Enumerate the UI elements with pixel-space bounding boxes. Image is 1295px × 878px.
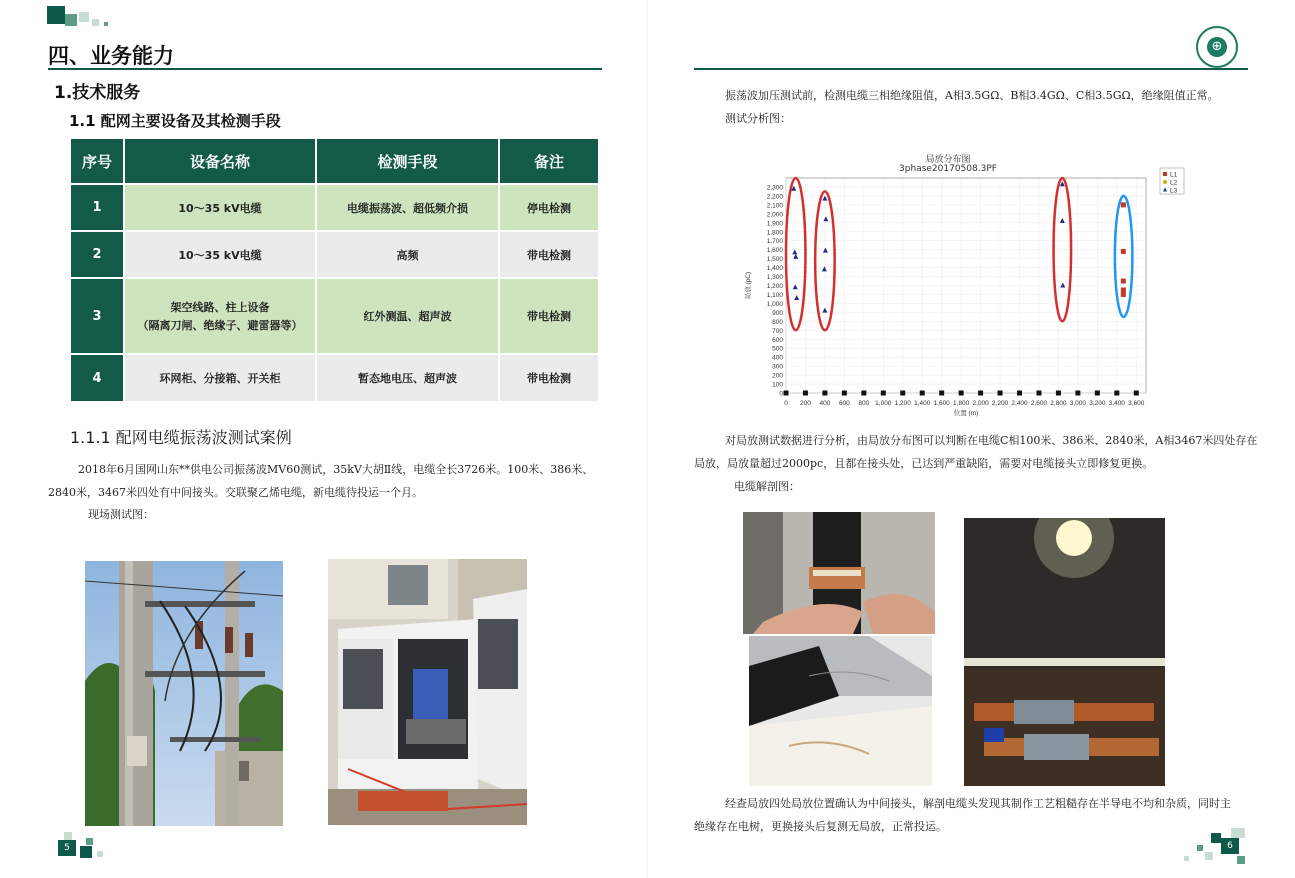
x-tick-label: 3,600 bbox=[1128, 400, 1145, 407]
y-tick-label: 0 bbox=[779, 390, 783, 398]
y-tick-label: 1,600 bbox=[766, 247, 783, 255]
case-paragraph-line2: 2840米，3467米四处有中间接头。交联聚乙烯电缆，新电缆待投运一个月。 bbox=[48, 486, 423, 499]
cell-name bbox=[125, 279, 315, 353]
cell-method: 高频 bbox=[317, 232, 498, 277]
cell-name-line1: 架空线路、柱上设备 bbox=[170, 301, 270, 314]
cell-name: 10～35 kV电缆 bbox=[125, 232, 315, 277]
x-axis-marker bbox=[978, 391, 983, 396]
legend-label: L2 bbox=[1170, 179, 1178, 187]
conclusion-paragraph-line2: 绝缘存在电树，更换接头后复测无局放，正常投运。 bbox=[694, 820, 947, 833]
y-tick-label: 400 bbox=[772, 354, 783, 362]
heading-tech-service: 1.技术服务 bbox=[54, 83, 141, 103]
x-axis-marker bbox=[822, 391, 827, 396]
decor-square bbox=[1205, 852, 1213, 860]
y-tick-label: 2,000 bbox=[766, 211, 783, 219]
cable-splice-photo bbox=[964, 518, 1165, 786]
utility-pole-photo bbox=[85, 561, 283, 826]
y-tick-label: 700 bbox=[772, 327, 783, 335]
cell-note: 带电检测 bbox=[500, 232, 598, 277]
col-header-note: 备注 bbox=[500, 139, 598, 183]
y-tick-label: 200 bbox=[772, 372, 783, 380]
data-point-l1 bbox=[1121, 249, 1126, 254]
table-row bbox=[71, 232, 598, 277]
cell-method: 电缆振荡波、超低频介损 bbox=[317, 185, 498, 230]
y-tick-label: 1,900 bbox=[766, 220, 783, 228]
x-tick-label: 3,000 bbox=[1069, 400, 1087, 407]
equipment-table bbox=[69, 137, 600, 403]
y-tick-label: 1,500 bbox=[766, 256, 783, 264]
x-tick-label: 3,400 bbox=[1108, 400, 1125, 407]
data-point-l1 bbox=[1121, 202, 1126, 207]
heading-case-study: 1.1.1 配网电缆振荡波测试案例 bbox=[70, 428, 292, 447]
x-axis-marker bbox=[1114, 391, 1119, 396]
y-tick-label: 600 bbox=[772, 336, 783, 344]
x-tick-label: 1,000 bbox=[875, 400, 892, 407]
cell-no: 4 bbox=[71, 355, 123, 401]
y-tick-label: 300 bbox=[772, 363, 783, 371]
y-tick-label: 1,100 bbox=[766, 291, 783, 299]
x-tick-label: 800 bbox=[858, 400, 870, 407]
y-tick-label: 2,200 bbox=[766, 193, 783, 201]
decor-square bbox=[1237, 856, 1245, 864]
analysis-label: 测试分析图： bbox=[725, 112, 791, 125]
x-axis-marker bbox=[1017, 391, 1022, 396]
x-axis-marker bbox=[803, 391, 808, 396]
cell-method: 暂态地电压、超声波 bbox=[317, 355, 498, 401]
cell-note: 带电检测 bbox=[500, 355, 598, 401]
table-row bbox=[71, 185, 598, 230]
cell-no: 1 bbox=[71, 185, 123, 230]
x-axis-marker bbox=[1036, 391, 1041, 396]
cell-no: 2 bbox=[71, 232, 123, 277]
x-axis-marker bbox=[784, 391, 789, 396]
y-tick-label: 1,400 bbox=[766, 265, 783, 273]
x-axis-title: 位置 (m) bbox=[953, 410, 979, 417]
cable-insulation-photo bbox=[749, 636, 932, 786]
left-page bbox=[0, 0, 646, 878]
x-tick-label: 3,200 bbox=[1089, 400, 1106, 407]
case-paragraph-line1: 2018年6月国网山东**供电公司振荡波MV60测试，35kV大胡Ⅱ线，电缆全长3726米。100米、386米、 bbox=[78, 463, 594, 476]
table-header-row bbox=[71, 139, 598, 183]
x-tick-label: 1,800 bbox=[952, 400, 970, 407]
pd-distribution-chart bbox=[738, 150, 1198, 420]
title-rule bbox=[48, 68, 602, 70]
right-page bbox=[648, 0, 1295, 878]
x-tick-label: 200 bbox=[800, 400, 811, 407]
decor-square bbox=[86, 838, 93, 845]
x-axis-marker bbox=[1095, 391, 1100, 396]
x-tick-label: 2,200 bbox=[991, 400, 1009, 407]
y-tick-label: 1,300 bbox=[766, 274, 783, 282]
x-axis-marker bbox=[900, 391, 905, 396]
decor-square bbox=[80, 846, 92, 858]
chart-subtitle: 3phase20170508.3PF bbox=[899, 164, 997, 174]
x-axis-marker bbox=[998, 391, 1003, 396]
page-number: 6 bbox=[1221, 838, 1239, 854]
y-tick-label: 1,800 bbox=[766, 229, 783, 237]
dissection-label: 电缆解剖图： bbox=[734, 480, 800, 493]
legend-label: L3 bbox=[1170, 187, 1178, 195]
decor-square bbox=[47, 6, 65, 24]
cell-name: 环网柜、分接箱、开关柜 bbox=[125, 355, 315, 401]
decor-square bbox=[79, 12, 89, 22]
x-axis-marker bbox=[1075, 391, 1080, 396]
x-tick-label: 1,600 bbox=[933, 400, 950, 407]
y-axis-title: 局放 (pC) bbox=[745, 271, 752, 300]
company-logo bbox=[1196, 26, 1238, 68]
decor-square bbox=[1184, 856, 1189, 861]
legend-marker bbox=[1163, 172, 1167, 176]
x-axis-marker bbox=[1134, 391, 1139, 396]
data-point-l1 bbox=[1121, 279, 1126, 284]
analysis-paragraph-line1: 对局放测试数据进行分析，由局放分布图可以判断在电缆C相100米、386米、2840米，A相3467米四处存在 bbox=[725, 434, 1258, 447]
logo-emblem: ⊕ bbox=[1207, 37, 1227, 57]
conclusion-paragraph-line1: 经查局放四处局放位置确认为中间接头，解剖电缆头发现其制作工艺粗糙存在半导电不均和杂质，同时主 bbox=[725, 797, 1231, 810]
x-tick-label: 600 bbox=[838, 400, 850, 407]
decor-square bbox=[97, 851, 103, 857]
x-axis-marker bbox=[920, 391, 925, 396]
x-tick-label: 1,400 bbox=[914, 400, 931, 407]
col-header-no: 序号 bbox=[71, 139, 123, 183]
y-tick-label: 100 bbox=[772, 381, 783, 389]
cell-no: 3 bbox=[71, 279, 123, 353]
legend-label: L1 bbox=[1170, 171, 1178, 179]
decor-square bbox=[104, 22, 108, 26]
x-axis-marker bbox=[1056, 391, 1061, 396]
cell-note: 带电检测 bbox=[500, 279, 598, 353]
table-row bbox=[71, 355, 598, 401]
x-tick-label: 2,600 bbox=[1030, 400, 1048, 407]
cell-note: 停电检测 bbox=[500, 185, 598, 230]
data-point-l1 bbox=[1121, 287, 1126, 292]
analysis-paragraph-line2: 局放，局放量超过2000pc，且都在接头处，已达到严重缺陷，需要对电缆接头立即修复更换。 bbox=[694, 457, 1154, 470]
x-axis-marker bbox=[939, 391, 944, 396]
decor-square bbox=[65, 14, 77, 26]
data-point-l1 bbox=[1121, 292, 1126, 297]
decor-square bbox=[1231, 828, 1245, 838]
x-axis-marker bbox=[842, 391, 847, 396]
y-tick-label: 1,700 bbox=[766, 238, 783, 246]
chart-title: 局放分布图 bbox=[925, 155, 971, 165]
x-tick-label: 400 bbox=[819, 400, 831, 407]
x-tick-label: 2,000 bbox=[972, 400, 989, 407]
x-axis-marker bbox=[959, 391, 964, 396]
y-tick-label: 500 bbox=[772, 345, 783, 353]
x-tick-label: 0 bbox=[784, 400, 788, 407]
y-tick-label: 2,300 bbox=[766, 184, 783, 192]
test-van-photo bbox=[328, 559, 527, 825]
cell-method: 红外测温、超声波 bbox=[317, 279, 498, 353]
y-tick-label: 2,100 bbox=[766, 202, 783, 210]
chart-canvas bbox=[738, 150, 1198, 420]
decor-square bbox=[64, 832, 72, 840]
page-number: 5 bbox=[58, 840, 76, 856]
y-tick-label: 900 bbox=[772, 309, 783, 317]
insulation-paragraph: 振荡波加压测试前，检测电缆三相绝缘阻值，A相3.5GΩ、B相3.4GΩ、C相3.5GΩ，绝缘阻值正常。 bbox=[725, 89, 1219, 102]
x-tick-label: 2,800 bbox=[1050, 400, 1067, 407]
y-tick-label: 1,200 bbox=[766, 283, 783, 290]
table-row bbox=[71, 279, 598, 353]
decor-square bbox=[92, 19, 99, 26]
col-header-method: 检测手段 bbox=[317, 139, 498, 183]
x-axis-marker bbox=[881, 391, 886, 396]
cable-joint-photo bbox=[743, 512, 935, 634]
y-tick-label: 800 bbox=[772, 318, 783, 326]
site-photo-label: 现场测试图： bbox=[88, 508, 154, 521]
heading-equipment: 1.1 配网主要设备及其检测手段 bbox=[69, 112, 281, 130]
x-tick-label: 1,200 bbox=[894, 400, 911, 407]
cell-name-line2: （隔离刀闸、绝缘子、避雷器等） bbox=[137, 319, 303, 332]
x-tick-label: 2,400 bbox=[1011, 400, 1028, 407]
x-axis-marker bbox=[861, 391, 866, 396]
legend-marker bbox=[1163, 180, 1167, 184]
title-rule bbox=[694, 68, 1248, 70]
y-tick-label: 1,000 bbox=[766, 300, 783, 308]
col-header-name: 设备名称 bbox=[125, 139, 315, 183]
section-title: 四、业务能力 bbox=[48, 44, 174, 68]
decor-square bbox=[1211, 833, 1221, 843]
cell-name: 10～35 kV电缆 bbox=[125, 185, 315, 230]
decor-square bbox=[1197, 845, 1203, 851]
